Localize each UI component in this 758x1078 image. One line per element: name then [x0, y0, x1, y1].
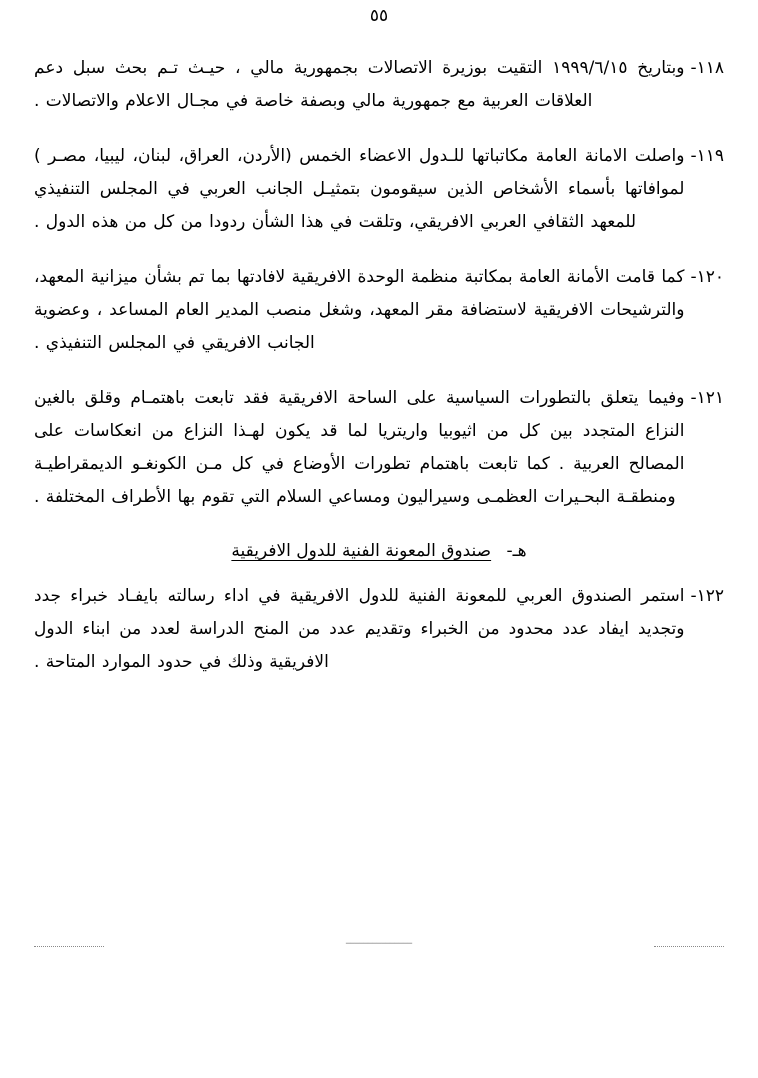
paragraph	[34, 52, 724, 118]
paragraph-text: استمر الصندوق العربي للمعونة الفنية للدول الافريقية في اداء رسالته بايفـاد خبراء جدد وتجديد ايفاد عدد محدود من الخبراء وتقديم عدد من المنح الدراسة لعدد من ابناء الدول الافريقية وذلك في حدود الموارد المتاحة .	[34, 586, 685, 672]
footer-watermark: ـــــــــــــــ	[346, 930, 412, 948]
page-footer	[34, 930, 724, 960]
paragraph-number: ١١٩-	[690, 146, 724, 166]
paragraph-number: ١١٨-	[690, 58, 724, 78]
paragraph-number: ١٢١-	[690, 388, 724, 408]
page-number: ٥٥	[369, 6, 389, 26]
paragraph-number: ١٢٢-	[690, 586, 724, 606]
paragraph-text: واصلت الامانة العامة مكاتباتها للـدول الاعضاء الخمس (الأردن، العراق، لبنان، ليبيا، مصـر ) لموافاتها بأسماء الأشخاص الذين سيقومون بتمثيـل الجانب العربي في المجلس التنفيذي للمعهد الثقافي العربي الافريقي، وتلقت في هذا الشأن ردودا من كل من هذه الدول .	[34, 146, 685, 232]
paragraph	[34, 261, 724, 360]
footer-rule-left	[34, 946, 104, 947]
footer-rule-right	[654, 946, 724, 947]
paragraph	[34, 580, 724, 679]
section-title: صندوق المعونة الفنية للدول الافريقية	[231, 541, 492, 561]
page-content	[34, 52, 724, 701]
section-marker: هـ-	[506, 541, 527, 561]
paragraph	[34, 382, 724, 514]
paragraph-text: وفيما يتعلق بالتطورات السياسية على الساحة الافريقية فقد تابعت باهتمـام وقلق بالغين النزاع المتجدد بين كل من اثيوبيا واريتريا لما قد يكون لهـذا النزاع من انعكاسات على المصالح العربية . كما تابعت باهتمام تطورات الأوضاع في كل مـن الكونغـو الديمقراطيـة ومنطقـة البحـيرات العظمـى وسيراليون ومساعي السلام التي تقوم بها الأطراف المختلفة .	[34, 388, 685, 507]
paragraph-text: وبتاريخ ١٩٩٩/٦/١٥ التقيت بوزيرة الاتصالات بجمهورية مالي ، حيـث تـم بحث سبل دعم العلاقات العربية مع جمهورية مالي وبصفة خاصة في مجـال الاعلام والاتصالات .	[34, 58, 685, 111]
paragraph-text: كما قامت الأمانة العامة بمكاتبة منظمة الوحدة الافريقية لافادتها بما تم بشأن ميزانية المعهد، والترشيحات الافريقية لاستضافة مقر المعهد، وشغل منصب المدير العام المساعد ، وعضوية الجانب الافريقي في المجلس التنفيذي .	[34, 267, 685, 353]
section-heading	[34, 536, 724, 566]
paragraph-number: ١٢٠-	[690, 267, 724, 287]
paragraph	[34, 140, 724, 239]
